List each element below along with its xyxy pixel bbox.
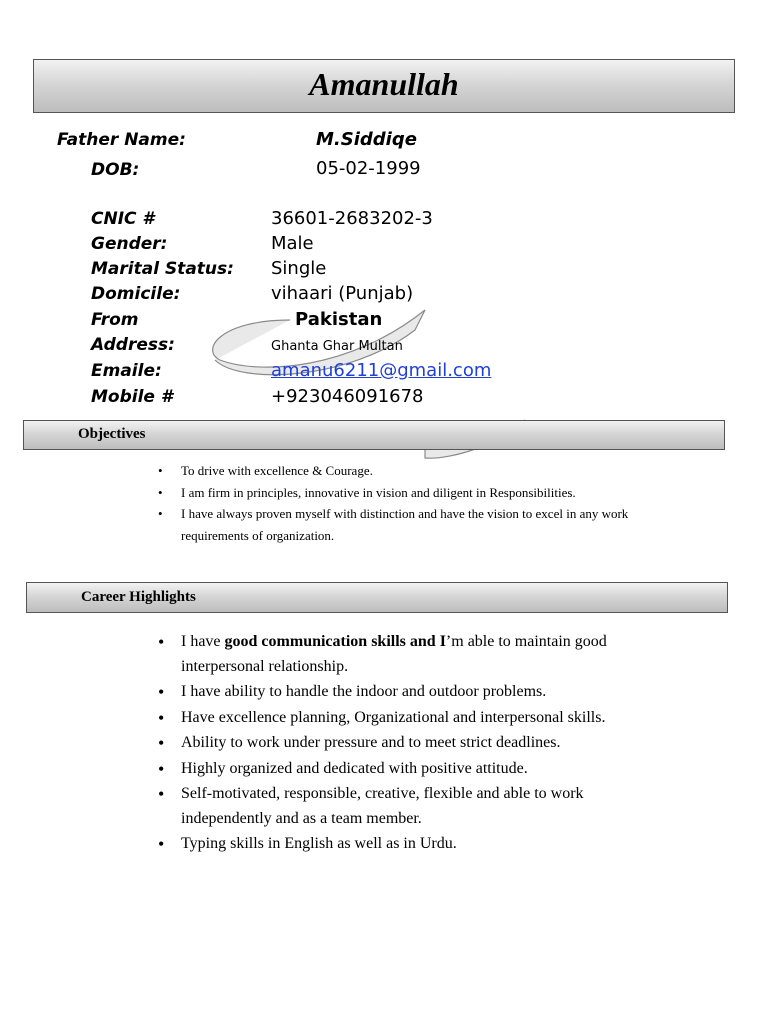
objectives-heading: Objectives: [78, 426, 146, 442]
marital-status-label: Marital Status:: [91, 259, 234, 279]
domicile-value: vihaari (Punjab): [271, 283, 414, 304]
name-header-bar: [33, 59, 735, 113]
list-item-bold-text: good communication skills and I: [224, 633, 446, 650]
gender-label: Gender:: [91, 234, 168, 254]
address-value: Ghanta Ghar Multan: [271, 339, 403, 354]
objectives-list: [155, 460, 675, 546]
mobile-value: +923046091678: [271, 386, 424, 407]
email-label: Emaile:: [91, 361, 162, 381]
list-item: • Typing skills in English as well as in Urdu.: [155, 832, 655, 857]
list-item: • Self-motivated, responsible, creative, flexible and able to work independently and as a team member.: [155, 782, 655, 831]
address-label: Address:: [91, 335, 175, 355]
list-item: • I have ability to handle the indoor and outdoor problems.: [155, 680, 655, 705]
dob-value: 05-02-1999: [316, 158, 421, 179]
list-item: • I have always proven myself with distinction and have the vision to excel in any work requirements of organization.: [155, 503, 675, 546]
domicile-label: Domicile:: [91, 284, 181, 304]
gender-value: Male: [271, 233, 314, 254]
mobile-label: Mobile #: [91, 387, 173, 407]
objectives-section-bar: [23, 420, 725, 450]
list-item: [155, 630, 655, 679]
from-label: From: [91, 310, 139, 330]
cnic-label: CNIC #: [91, 209, 155, 229]
list-item: • Highly organized and dedicated with positive attitude.: [155, 757, 655, 782]
marital-status-value: Single: [271, 258, 327, 279]
father-name-label: Father Name:: [57, 130, 186, 150]
list-item: • Ability to work under pressure and to meet strict deadlines.: [155, 731, 655, 756]
candidate-name: Amanullah: [309, 66, 459, 102]
list-item: • To drive with excellence & Courage.: [155, 460, 675, 482]
cnic-value: 36601-2683202-3: [271, 208, 433, 229]
career-heading: Career Highlights: [81, 589, 196, 605]
father-name-value: M.Siddiqe: [316, 129, 417, 150]
list-item-text: I have: [181, 633, 225, 650]
list-item: • I am firm in principles, innovative in vision and diligent in Responsibilities.: [155, 482, 675, 504]
list-item-text: ’m able to maintain good interpersonal relationship.: [181, 633, 607, 675]
email-link[interactable]: amanu6211@gmail.com: [271, 360, 492, 381]
career-section-bar: [26, 582, 728, 613]
dob-label: DOB:: [91, 160, 140, 180]
career-list: [155, 630, 655, 858]
from-value: Pakistan: [295, 309, 383, 330]
list-item: • Have excellence planning, Organizational and interpersonal skills.: [155, 706, 655, 731]
